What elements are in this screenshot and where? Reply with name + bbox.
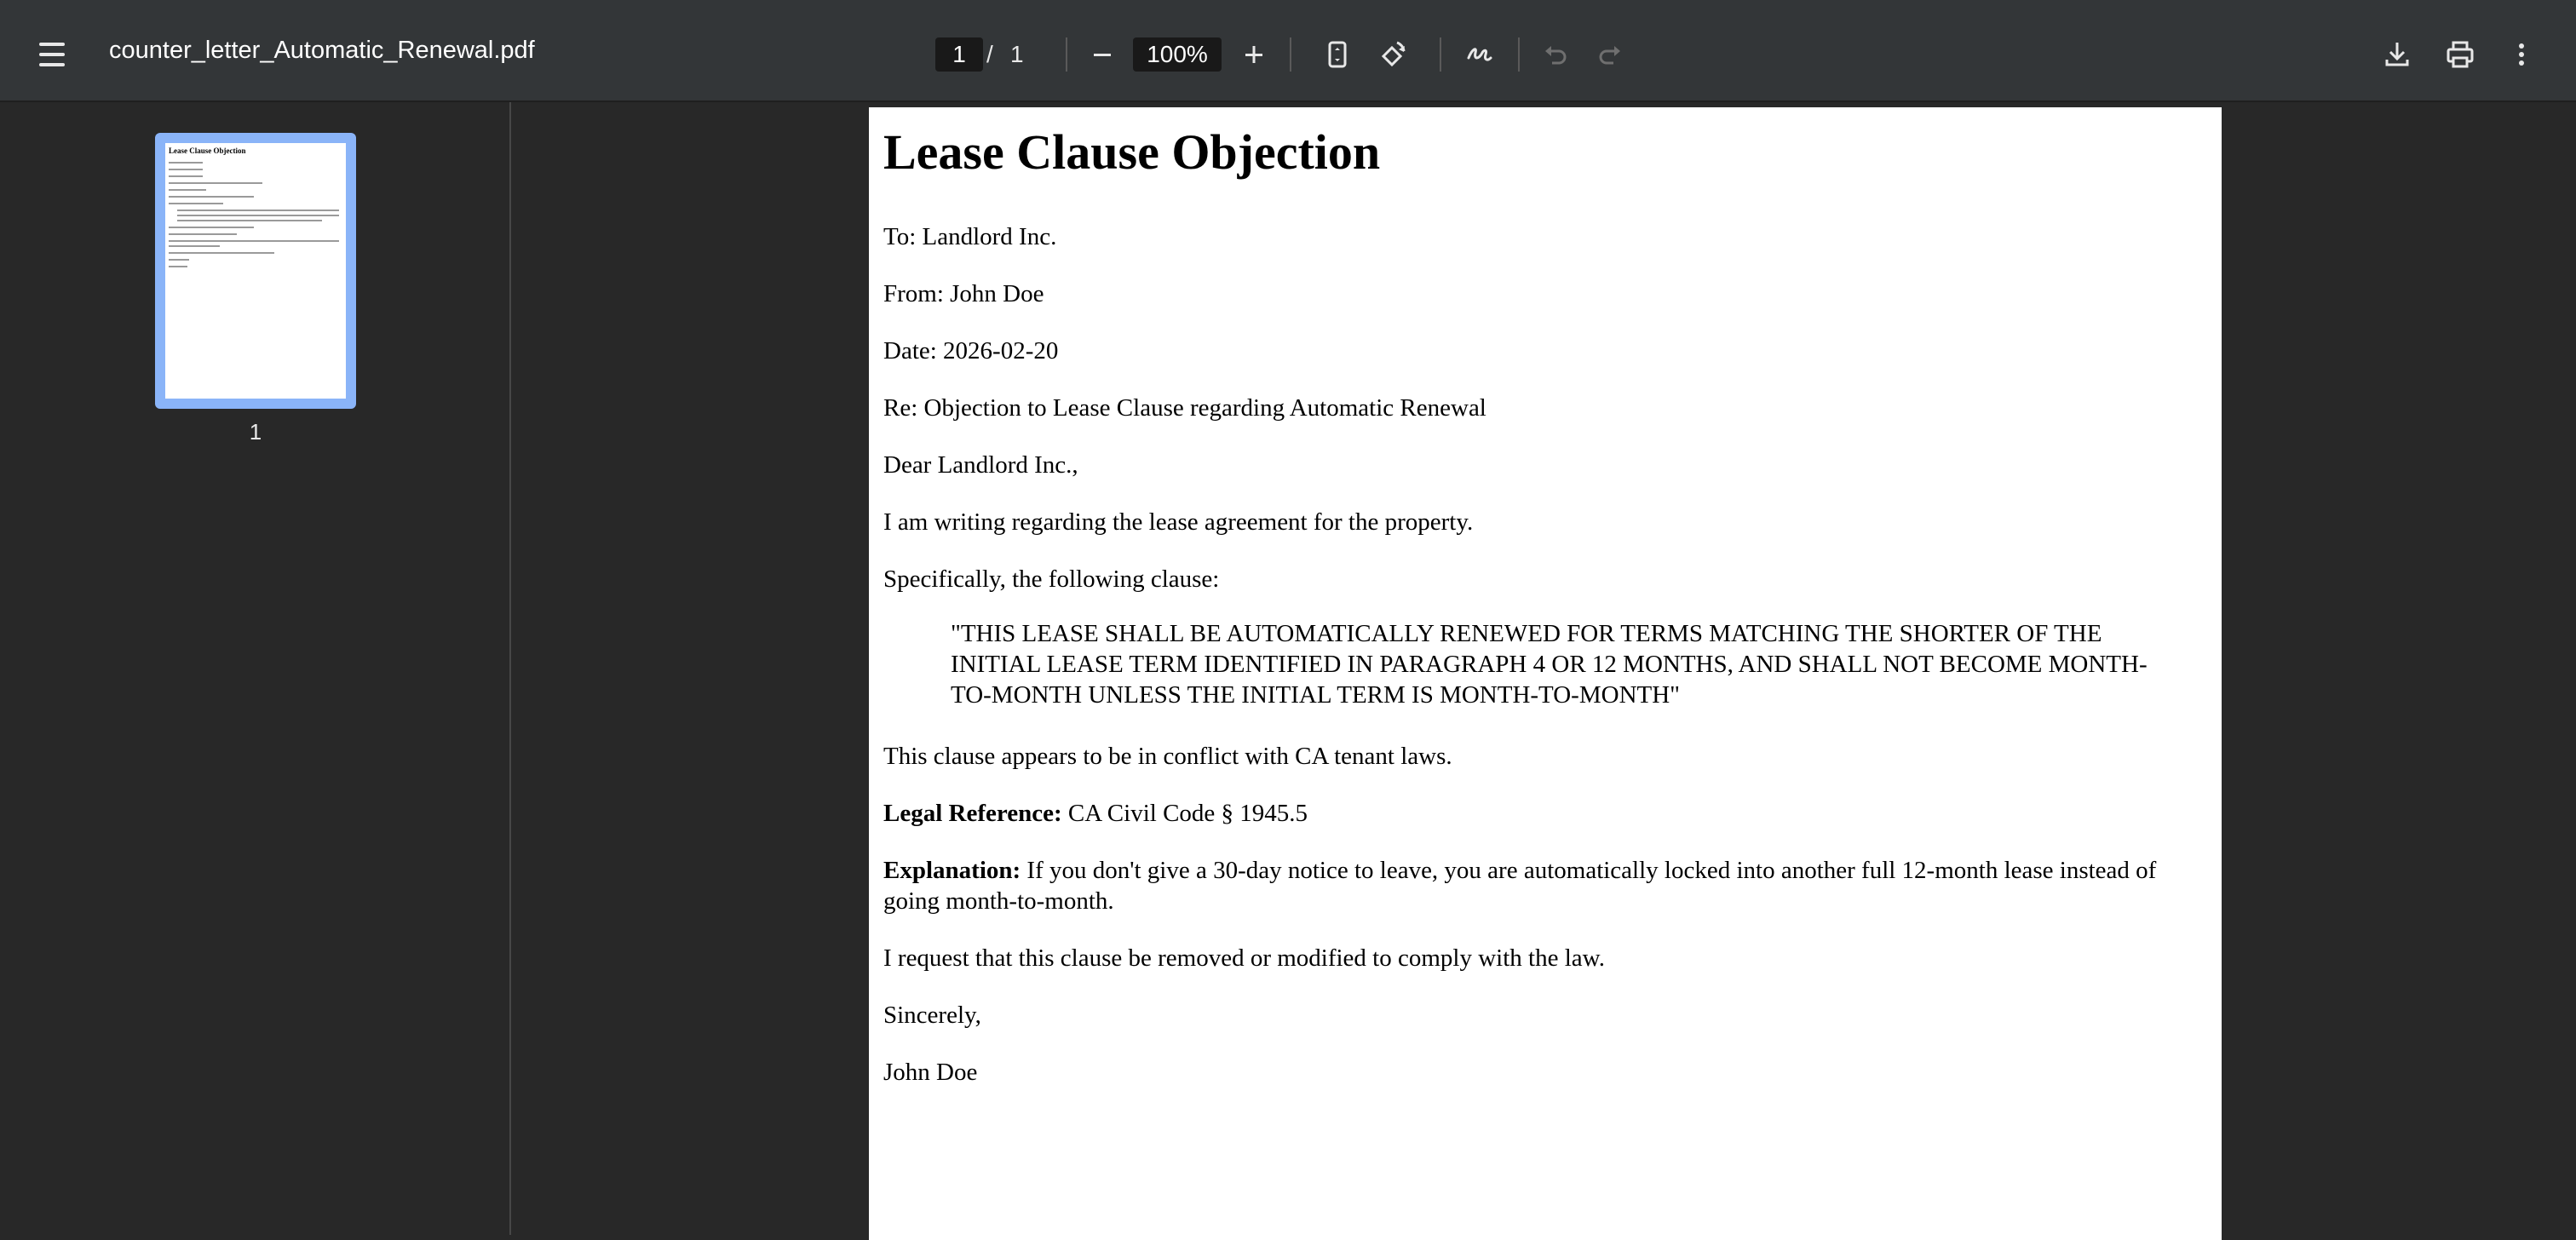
page-number-input[interactable]: 1: [935, 37, 983, 72]
fit-page-icon[interactable]: [1317, 34, 1358, 75]
explanation-paragraph: [883, 855, 2187, 916]
toolbar-divider: [1066, 37, 1067, 72]
total-pages: 1: [1010, 41, 1024, 67]
to-line: To: Landlord Inc.: [883, 223, 1057, 250]
draw-icon[interactable]: [1458, 34, 1499, 75]
minus-icon[interactable]: [1082, 34, 1123, 75]
zoom-input[interactable]: 100%: [1133, 37, 1222, 72]
from-line: From: John Doe: [883, 280, 1044, 307]
thumbnail-title: Lease Clause Objection: [169, 146, 246, 155]
document-viewer[interactable]: [513, 102, 2576, 1235]
toolbar-divider: [1290, 37, 1291, 72]
hamburger-menu-icon[interactable]: [34, 34, 75, 75]
signature: John Doe: [883, 1059, 978, 1086]
plus-icon[interactable]: [1233, 34, 1274, 75]
conflict-paragraph: This clause appears to be in conflict with CA tenant laws.: [883, 743, 1452, 770]
legal-reference-value: CA Civil Code § 1945.5: [1061, 800, 1308, 827]
document-title: Lease Clause Objection: [883, 124, 1381, 180]
subject-line: Re: Objection to Lease Clause regarding Automatic Renewal: [883, 394, 1486, 422]
pdf-page: [869, 107, 2222, 1240]
page-thumbnail[interactable]: [155, 133, 356, 409]
redo-icon[interactable]: [1590, 34, 1630, 75]
print-icon[interactable]: [2440, 34, 2481, 75]
salutation: Dear Landlord Inc.,: [883, 451, 1078, 479]
more-vertical-icon[interactable]: [2501, 34, 2542, 75]
undo-icon[interactable]: [1535, 34, 1576, 75]
page-separator: /: [986, 41, 993, 67]
toolbar-divider: [1440, 37, 1441, 72]
request-paragraph: I request that this clause be removed or modified to comply with the law.: [883, 944, 1605, 972]
thumbnail-page: [165, 143, 346, 399]
pdf-toolbar: [0, 0, 2576, 102]
closing: Sincerely,: [883, 1002, 981, 1029]
legal-reference-label: Legal Reference:: [883, 800, 1062, 827]
file-name: counter_letter_Automatic_Renewal.pdf: [109, 37, 535, 64]
explanation-value: If you don't give a 30-day notice to leave, you are automatically locked into another full 12-month lease instead of going month-to-month.: [883, 857, 2157, 915]
clause-intro: Specifically, the following clause:: [883, 565, 1220, 593]
intro-paragraph: I am writing regarding the lease agreement for the property.: [883, 508, 1474, 536]
thumbnail-sidebar: [0, 102, 511, 1235]
rotate-icon[interactable]: [1371, 34, 1412, 75]
quoted-clause: "THIS LEASE SHALL BE AUTOMATICALLY RENEWED FOR TERMS MATCHING THE SHORTER OF THE INITIAL LEASE TERM IDENTIFIED IN PARAGRAPH 4 OR 12 MONTHS, AND SHALL NOT BECOME MONTH-TO-MONTH UNLESS THE INITIAL TERM IS MONTH-TO-MONTH": [951, 620, 2148, 709]
legal-reference: [883, 798, 2161, 829]
explanation-label: Explanation:: [883, 857, 1021, 884]
toolbar-divider: [1518, 37, 1520, 72]
thumbnail-page-number: 1: [249, 419, 262, 445]
download-icon[interactable]: [2377, 34, 2418, 75]
date-line: Date: 2026-02-20: [883, 337, 1059, 365]
